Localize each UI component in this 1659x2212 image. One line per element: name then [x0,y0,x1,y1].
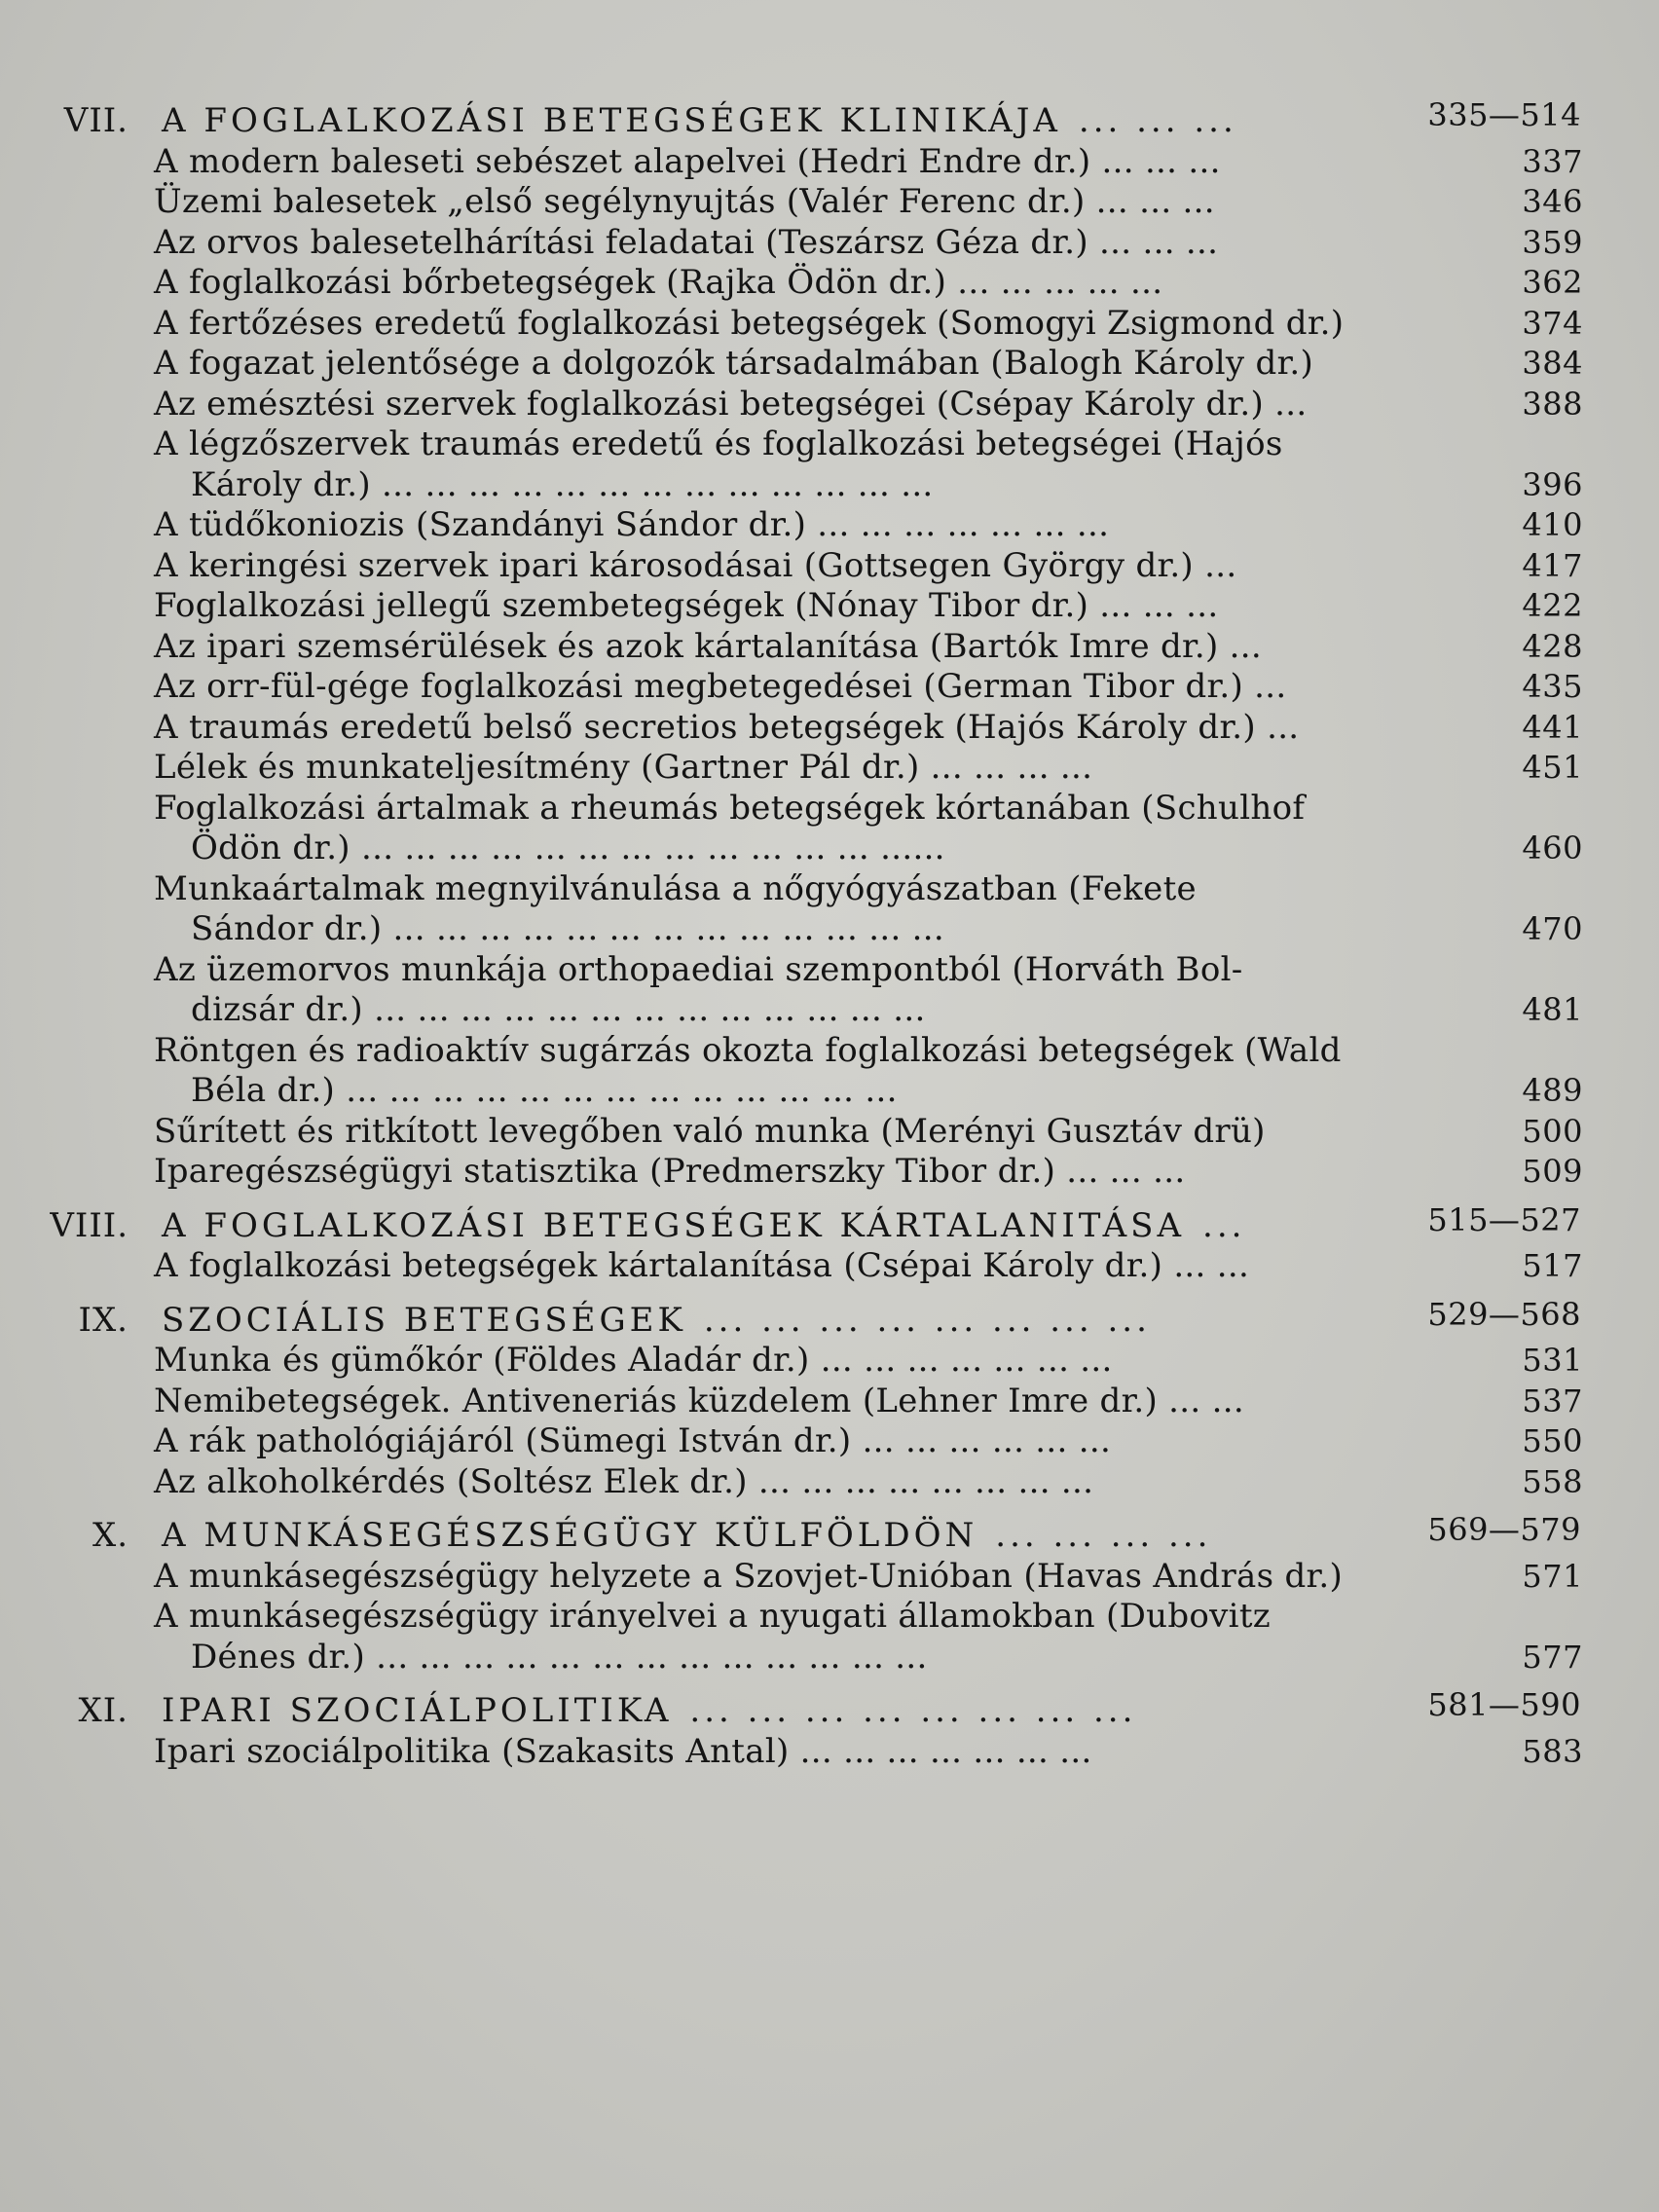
toc-page-number: 362 [1522,264,1583,301]
section-number: IX. [78,1300,129,1340]
section-title-text: A FOGLALKOZÁSI BETEGSÉGEK KLINIKÁJA [162,101,1061,140]
toc-entry: Nemibetegségek. Antiveneriás küzdelem (Lehner Imre dr.) ... ... [154,1381,1244,1420]
toc-page-number: 531 [1522,1342,1583,1379]
toc-entry: Munka és gümőkór (Földes Aladár dr.) ... ... ... ... ... ... ... [154,1341,1113,1380]
toc-entry: Az orr-fül-gége foglalkozási megbetegedései (German Tibor dr.) ... [154,667,1287,706]
toc-entry: Iparegészségügyi statisztika (Predmerszky Tibor dr.) ... ... ... [154,1152,1186,1191]
toc-entry: A traumás eredetű belső secretios betegségek (Hajós Károly dr.) ... [154,707,1300,747]
toc-entry: Sándor dr.) ... ... ... ... ... ... ... ... ... ... ... ... ... [191,909,945,948]
toc-page-number: 410 [1522,506,1583,543]
toc-entry: A foglalkozási betegségek kártalanítása (Csépai Károly dr.) ... ... [154,1246,1250,1285]
section-leader-dots: ... [1202,1205,1246,1245]
toc-entry: Munkaártalmak megnyilvánulása a nőgyógyászatban (Fekete [154,868,1197,908]
toc-page-number: 500 [1522,1112,1583,1150]
toc-entry: Lélek és munkateljesítmény (Gartner Pál dr.) ... ... ... ... [154,748,1093,787]
toc-entry: Ipari szociálpolitika (Szakasits Antal) ... ... ... ... ... ... ... [154,1731,1092,1771]
section-leader-dots: ... ... ... [1078,101,1237,140]
toc-page-number: 481 [1522,991,1583,1028]
toc-page-number: 509 [1522,1153,1583,1190]
toc-entry: Az ipari szemsérülések és azok kártalanítása (Bartók Imre dr.) ... [154,626,1262,666]
toc-entry: Ödön dr.) ... ... ... ... ... ... ... ... ... ... ... ... ...... [191,829,945,867]
toc-entry: Sűrített és ritkított levegőben való munka (Merényi Gusztáv drü) [154,1111,1266,1151]
section-title-text: A MUNKÁSEGÉSZSÉGÜGY KÜLFÖLDÖN [162,1516,978,1555]
toc-page-number: 374 [1522,304,1583,342]
toc-page-number: 359 [1522,223,1583,261]
section-page-range: 581—590 [1427,1686,1581,1723]
section-page-range: 569—579 [1427,1511,1581,1548]
section-number: X. [92,1516,129,1555]
toc-entry: A fogazat jelentősége a dolgozók társadalmában (Balogh Károly dr.) [154,344,1314,383]
toc-page-number: 451 [1522,749,1583,786]
section-title-text: A FOGLALKOZÁSI BETEGSÉGEK KÁRTALANITÁSA [162,1205,1186,1245]
section-title [162,1206,1245,1245]
section-title [162,1691,1136,1730]
toc-entry: Foglalkozási jellegű szembetegségek (Nónay Tibor dr.) ... ... ... [154,586,1219,625]
toc-page-number: 571 [1522,1557,1583,1595]
toc-entry: A munkásegészségügy helyzete a Szovjet-Unióban (Havas András dr.) [154,1556,1344,1596]
toc-page-number: 384 [1522,345,1583,382]
toc-page-number: 583 [1522,1732,1583,1770]
toc-entry: A tüdőkoniozis (Szandányi Sándor dr.) ... ... ... ... ... ... ... [154,505,1110,544]
toc-entry: A keringési szervek ipari károsodásai (Gottsegen György dr.) ... [154,545,1237,585]
toc-page-number: 428 [1522,627,1583,665]
section-title-text: IPARI SZOCIÁLPOLITIKA [162,1691,673,1730]
section-title [162,1516,1211,1555]
toc-page-number: 435 [1522,668,1583,705]
toc-page-number: 388 [1522,385,1583,423]
toc-page-number: 422 [1522,587,1583,624]
toc-page-number: 441 [1522,708,1583,746]
toc-page-number: 577 [1522,1638,1583,1676]
section-number: VIII. [50,1205,129,1245]
section-page-range: 515—527 [1427,1200,1581,1238]
toc-entry: A rák pathológiájáról (Sümegi István dr.) ... ... ... ... ... ... [154,1421,1112,1460]
toc-entry: A fertőzéses eredetű foglalkozási betegségek (Somogyi Zsigmond dr.) [154,303,1345,343]
toc-entry: Dénes dr.) ... ... ... ... ... ... ... ... ... ... ... ... ... [191,1637,928,1677]
toc-entry: A foglalkozási bőrbetegségek (Rajka Ödön dr.) ... ... ... ... ... [154,263,1163,302]
toc-entry: Károly dr.) ... ... ... ... ... ... ... ... ... ... ... ... ... [191,464,934,504]
toc-entry: Az emésztési szervek foglalkozási betegségei (Csépay Károly dr.) ... [154,384,1308,424]
toc-page-number: 460 [1522,830,1583,866]
toc-page-number: 417 [1522,546,1583,584]
toc-entry: Béla dr.) ... ... ... ... ... ... ... ... ... ... ... ... ... [191,1071,898,1110]
toc-page-number: 470 [1522,910,1583,947]
section-title [162,1301,1151,1340]
section-leader-dots: ... ... ... ... [995,1516,1212,1555]
toc-page-number: 337 [1522,142,1583,180]
section-page-range: 529—568 [1427,1295,1581,1333]
toc-entry: Az üzemorvos munkája orthopaediai szempontból (Horváth Bol- [154,949,1243,989]
toc-entry: Röntgen és radioaktív sugárzás okozta foglalkozási betegségek (Wald [154,1030,1342,1070]
toc-entry: A munkásegészségügy irányelvei a nyugati államokban (Dubovitz [154,1597,1272,1636]
section-number: XI. [78,1691,129,1730]
section-leader-dots: ... ... ... ... ... ... ... ... [703,1300,1151,1340]
toc-page-number: 517 [1522,1247,1583,1284]
toc-page-number: 550 [1522,1422,1583,1459]
toc-entry: dizsár dr.) ... ... ... ... ... ... ... ... ... ... ... ... ... [191,990,926,1029]
section-number: VII. [63,101,129,140]
toc-entry: Az alkoholkérdés (Soltész Elek dr.) ... ... ... ... ... ... ... ... [154,1461,1094,1501]
section-title [162,101,1237,140]
toc-entry: Foglalkozási ártalmak a rheumás betegségek kórtanában (Schulhof [154,788,1306,828]
toc-page-number: 346 [1522,183,1583,220]
toc-entry: A modern baleseti sebészet alapelvei (Hedri Endre dr.) ... ... ... [154,141,1221,181]
toc-entry: Az orvos balesetelhárítási feladatai (Teszársz Géza dr.) ... ... ... [154,222,1219,262]
toc-page-number: 537 [1522,1382,1583,1419]
section-page-range: 335—514 [1427,96,1581,133]
toc-page-number: 489 [1522,1072,1583,1109]
toc-page-number: 396 [1522,465,1583,503]
toc-entry: Üzemi balesetek „első segélynyujtás (Valér Ferenc dr.) ... ... ... [154,182,1215,221]
toc-page-number: 558 [1522,1462,1583,1500]
section-title-text: SZOCIÁLIS BETEGSÉGEK [162,1300,686,1340]
toc-entry: A légzőszervek traumás eredetű és foglalkozási betegségei (Hajós [154,424,1283,463]
section-leader-dots: ... ... ... ... ... ... ... ... [689,1691,1137,1730]
